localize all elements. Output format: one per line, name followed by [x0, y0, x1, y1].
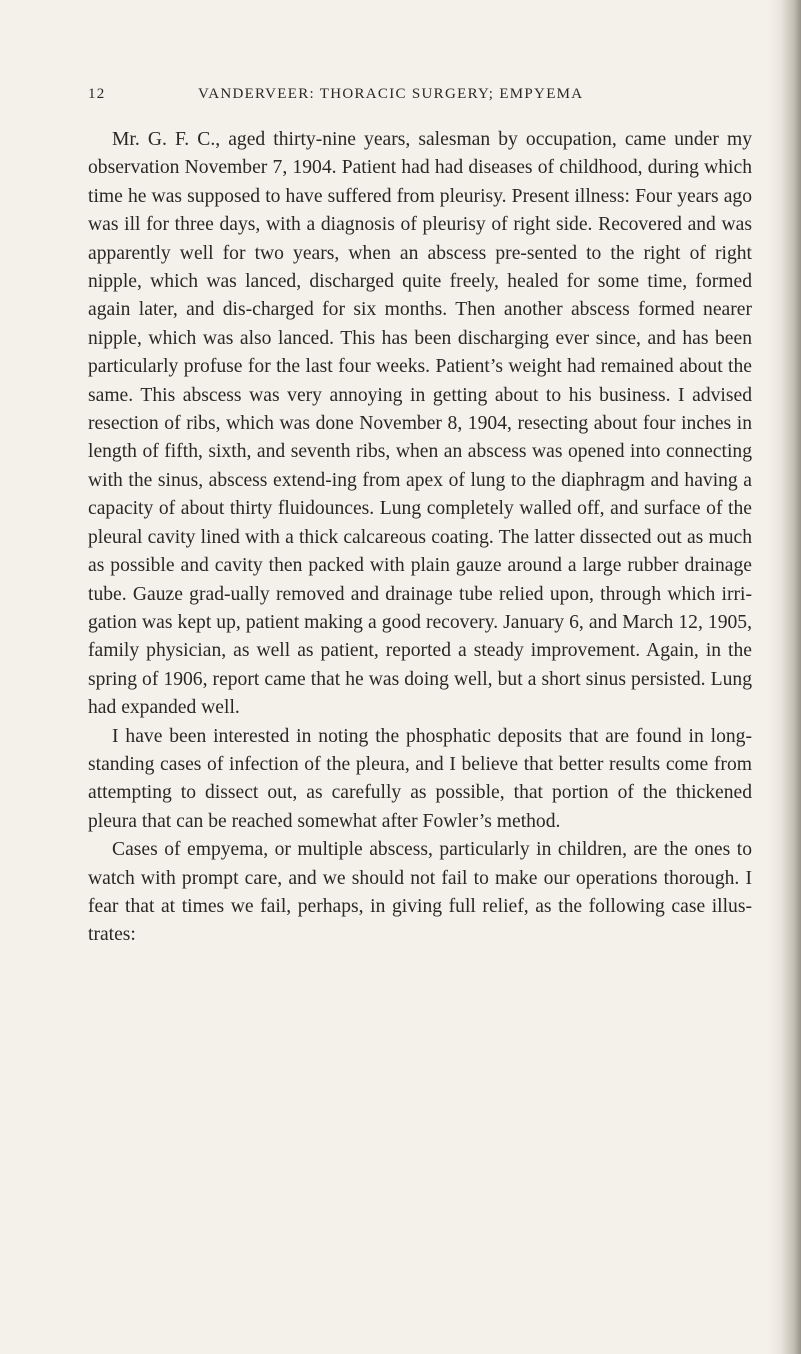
body-text [88, 126, 752, 950]
paragraph-phosphatic-deposits: I have been interested in noting the phosphatic deposits that are found in long-standing cases of infection of the pleura, and I believe that better results come from attempting to dissect out, as carefully as possible, that portion of the thickened pleura that can be reached somewhat after Fowler’s method. [88, 725, 752, 832]
page-number: 12 [88, 86, 106, 102]
page-edge-shadow [767, 0, 801, 1354]
paragraph-empyema-cases: Cases of empyema, or multiple abscess, particularly in children, are the ones to watch with prompt care, and we should not fail to make our operations thorough. I fear that at times we fail, perhaps, in giving full relief, as the following case illus-trates: [88, 839, 752, 946]
paragraph-case-report: Mr. G. F. C., aged thirty-nine years, salesman by occupation, came under my observation November 7, 1904. Patient had had diseases of childhood, during which time he was supposed to have suffered from pleurisy. Present illness: Four years ago was ill for three days, with a diagnosis of pleurisy of right side. Recovered and was apparently well for two years, when an abscess pre-sented to the right of right nipple, which was lanced, discharged quite freely, healed for some time, formed again later, and dis-charged for six months. Then another abscess formed nearer nipple, which was also lanced. This has been discharging ever since, and has been particularly profuse for the last four weeks. Patient’s weight had remained about the same. This abscess was very annoying in getting about to his business. I advised resection of ribs, which was done November 8, 1904, resecting about four inches in length of fifth, sixth, and seventh ribs, when an abscess was opened into connecting with the sinus, abscess extend-ing from apex of lung to the diaphragm and having a capacity of about thirty fluidounces. Lung completely walled off, and surface of the pleural cavity lined with a thick calcareous coating. The latter dissected out as much as possible and cavity then packed with plain gauze around a large rubber drainage tube. Gauze grad-ually removed and drainage tube relied upon, through which irri-gation was kept up, patient making a good recovery. January 6, and March 12, 1905, family physician, as well as patient, reported a steady improvement. Again, in the spring of 1906, report came that he was doing well, but a short sinus persisted. Lung had expanded well. [88, 129, 752, 719]
running-head [88, 86, 748, 112]
running-head-title: VANDERVEER: THORACIC SURGERY; EMPYEMA [198, 86, 584, 102]
